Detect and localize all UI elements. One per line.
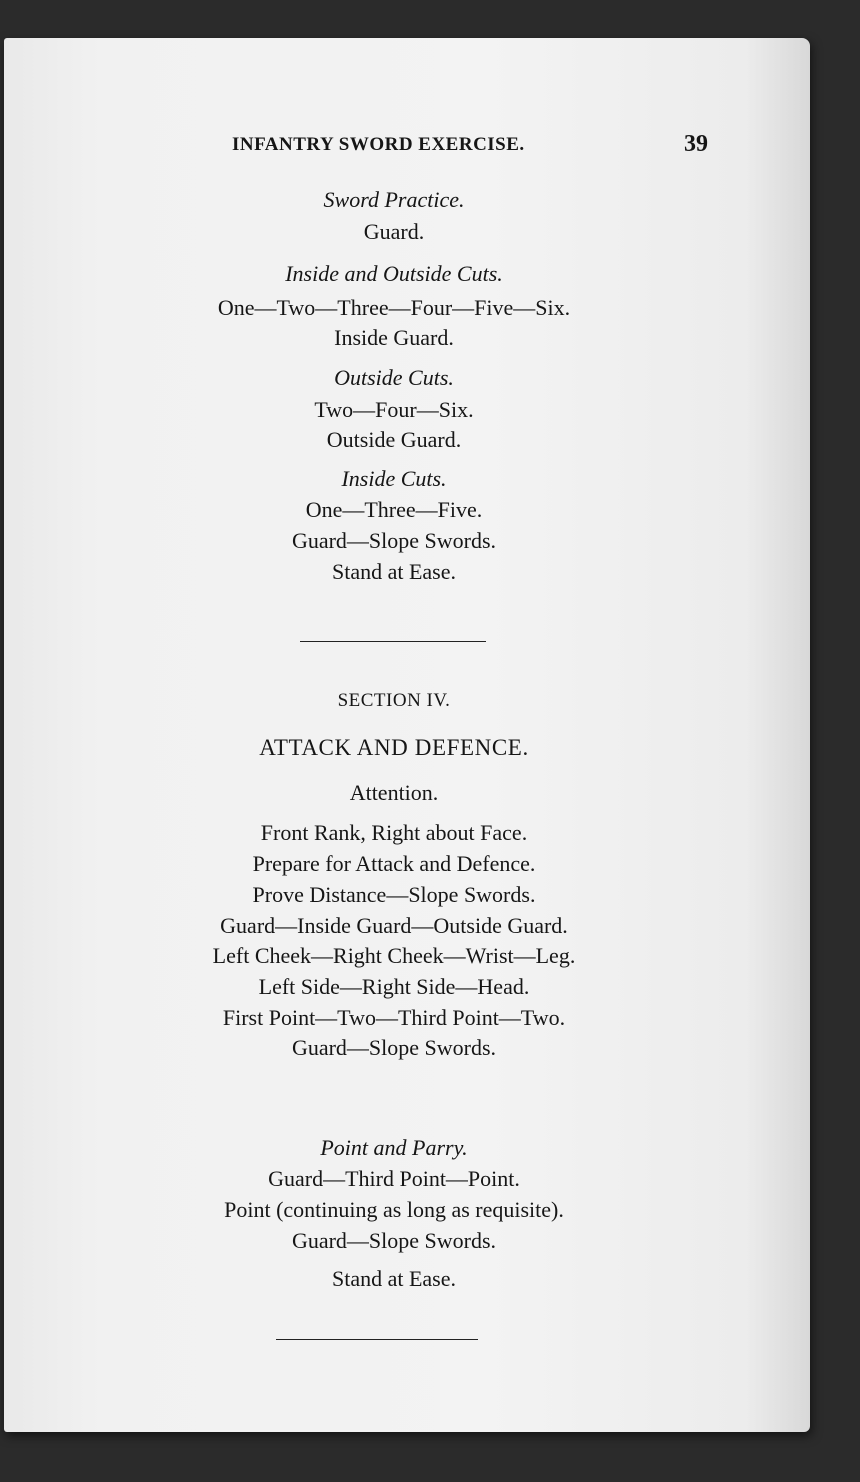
- attention-command: Attention.: [349, 780, 439, 805]
- guard-command: Guard.: [363, 219, 425, 244]
- point-and-parry-heading: Point and Parry.: [320, 1135, 468, 1160]
- command-line: Guard—Slope Swords.: [291, 1035, 497, 1060]
- section-label: SECTION IV.: [337, 690, 451, 711]
- parry-line: Guard—Third Point—Point.: [268, 1166, 520, 1191]
- book-page: [4, 38, 810, 1432]
- sword-practice-heading: Sword Practice.: [323, 187, 465, 212]
- command-line: Prepare for Attack and Defence.: [252, 851, 536, 876]
- command-line: Front Rank, Right about Face.: [260, 820, 528, 845]
- running-title: INFANTRY SWORD EXERCISE.: [232, 134, 525, 155]
- section-divider: [300, 641, 486, 642]
- parry-line: Point (continuing as long as requisite).: [224, 1197, 564, 1222]
- page-header: [4, 131, 810, 164]
- inside-outside-cuts-heading: Inside and Outside Cuts.: [285, 261, 503, 286]
- command-line: Left Cheek—Right Cheek—Wrist—Leg.: [212, 943, 576, 968]
- all-cuts-command: One—Two—Three—Four—Five—Six.: [217, 295, 571, 320]
- outside-guard-command: Outside Guard.: [326, 427, 462, 452]
- guard-slope-swords-command: Guard—Slope Swords.: [291, 528, 497, 553]
- page-number: 39: [684, 131, 708, 157]
- inside-cuts-heading: Inside Cuts.: [341, 466, 447, 491]
- command-line: First Point—Two—Third Point—Two.: [222, 1005, 566, 1030]
- command-line: Guard—Inside Guard—Outside Guard.: [220, 913, 568, 938]
- parry-line: Guard—Slope Swords.: [291, 1228, 497, 1253]
- stand-at-ease-command: Stand at Ease.: [331, 559, 457, 584]
- final-stand-at-ease: Stand at Ease.: [331, 1266, 457, 1291]
- outside-cuts-heading: Outside Cuts.: [334, 365, 454, 390]
- inside-cuts-command: One—Three—Five.: [305, 497, 483, 522]
- closing-divider: [276, 1339, 478, 1340]
- outside-cuts-command: Two—Four—Six.: [314, 397, 474, 422]
- command-line: Prove Distance—Slope Swords.: [252, 882, 536, 907]
- inside-guard-command: Inside Guard.: [334, 325, 454, 350]
- section-title: ATTACK AND DEFENCE.: [259, 735, 529, 760]
- command-line: Left Side—Right Side—Head.: [258, 974, 530, 999]
